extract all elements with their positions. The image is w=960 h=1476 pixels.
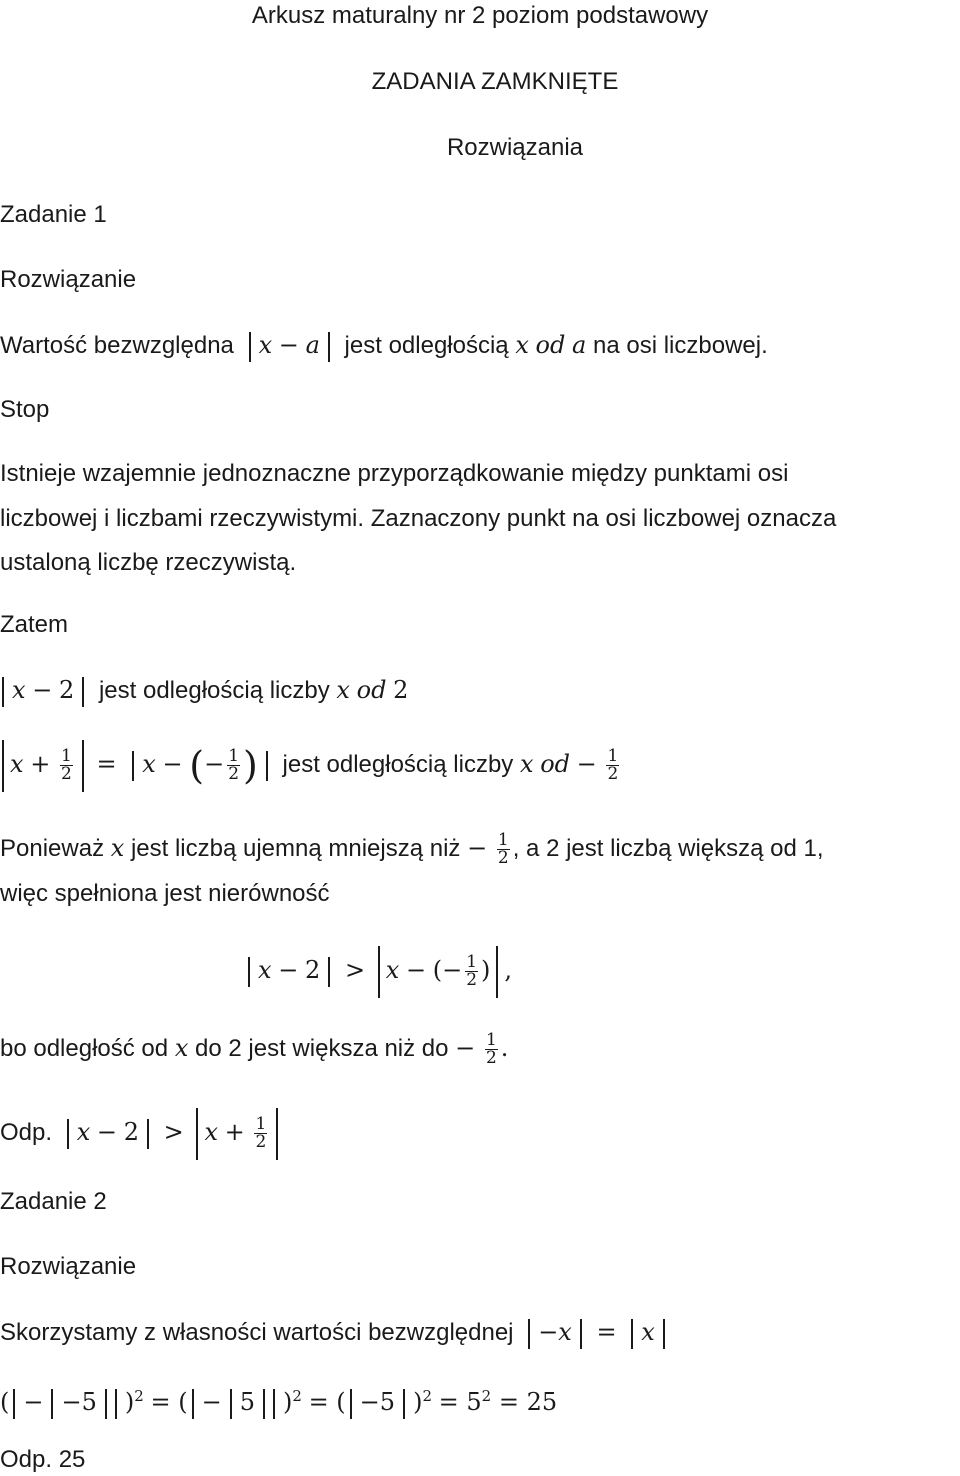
task1-heading: Zadanie 1 <box>0 201 107 228</box>
task1-definition-line: Wartość bezwzględna x − a jest odległością x od a na osi liczbowej. <box>0 329 768 362</box>
task1-answer: Odp. x − 2 > x + $\frac{1}{2}$ <box>0 1106 284 1160</box>
therefore-label: Zatem <box>0 611 69 638</box>
task2-solution-label: Rozwiązanie <box>0 1253 137 1280</box>
distance-line-2: x + $\frac{1}{2}$ = x − (− $\frac{1}{2}$ ) jest odległością liczby x od − $\frac{1}{2}$ <box>0 738 622 792</box>
stop-marker: Stop <box>0 396 50 423</box>
document-title: Arkusz maturalny nr 2 poziom podstawowy <box>251 2 709 29</box>
task2-property-line: Skorzystamy z własności wartości bezwzględnej −x = x <box>0 1316 673 1349</box>
task2-heading: Zadanie 2 <box>0 1188 107 1215</box>
reason-line: bo odległość od x do 2 jest większa niż do − $\frac{1}{2}$ . <box>0 1030 509 1069</box>
task2-answer: Odp. 25 <box>0 1446 86 1473</box>
distance-line-1: x − 2 jest odległością liczby x od 2 <box>0 674 408 707</box>
paragraph-line-3: ustaloną liczbę rzeczywistą. <box>0 549 297 576</box>
because-line: Ponieważ x jest liczbą ujemną mniejszą niż − $\frac{1}{2}$ , a 2 jest liczbą większą od 1, <box>0 830 824 869</box>
paragraph-line-1: Istnieje wzajemnie jednoznaczne przyporządkowanie między punktami osi <box>0 460 789 487</box>
document-subtitle: ZADANIA ZAMKNIĘTE <box>371 68 619 95</box>
task1-solution-label: Rozwiązanie <box>0 266 137 293</box>
section-title: Rozwiązania <box>446 134 584 161</box>
paragraph-line-2: liczbowej i liczbami rzeczywistymi. Zaznaczony punkt na osi liczbowej oznacza <box>0 505 837 532</box>
task2-computation: ( − −5 )$^2$ = ( − 5 )$^2$ = ( −5 )$^2 = 5^2 = 25$ <box>0 1380 557 1419</box>
so-line: więc spełniona jest nierówność <box>0 880 330 907</box>
inequality: x − 2 > x − (− $\frac{1}{2}$ ) , <box>240 944 512 998</box>
